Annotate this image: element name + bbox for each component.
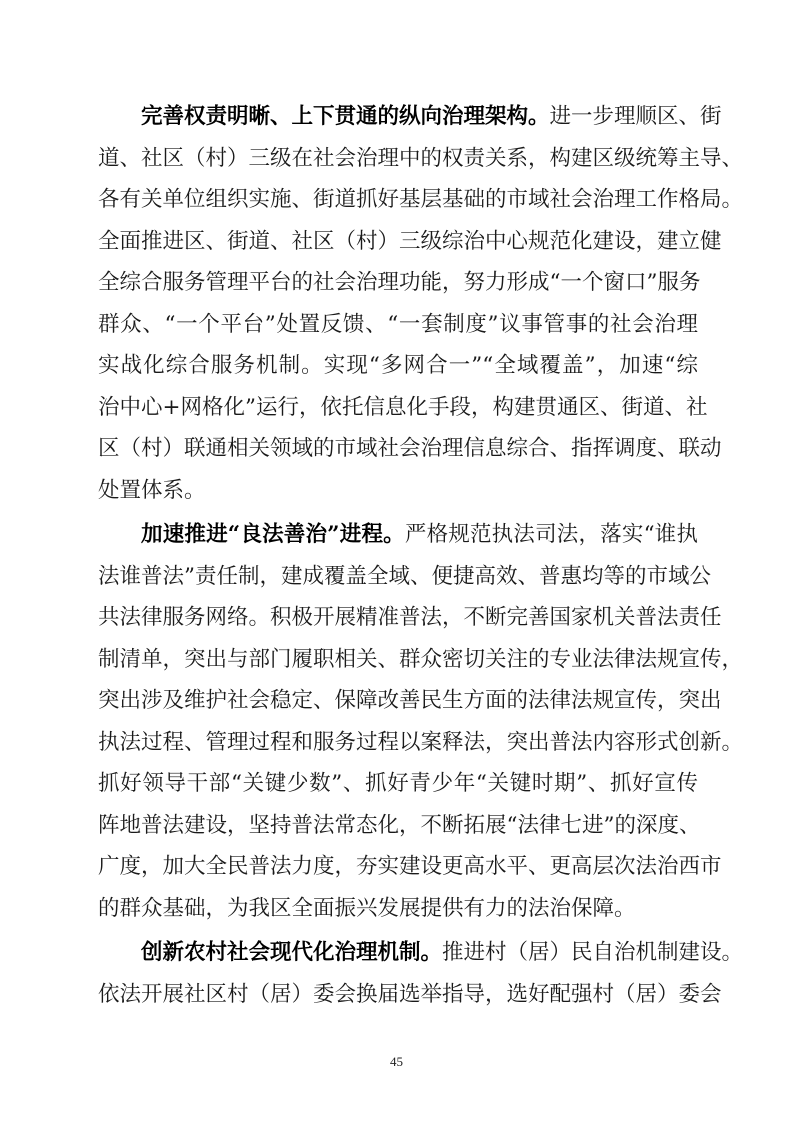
paragraph-line: 共法律服务网络。积极开展精准普法，不断完善国家机关普法责任	[98, 605, 722, 630]
paragraph-rural-governance	[98, 932, 744, 1015]
paragraph-line: 阵地普法建设，坚持普法常态化，不断拓展“法律七进”的深度、	[98, 812, 701, 838]
paragraph-line: 群众、“一个平台”处置反馈、“一套制度”议事管事的社会治理	[98, 311, 698, 337]
paragraph-line: 实战化综合服务机制。实现“多网合一”“全域覆盖”，加速“综	[98, 353, 698, 378]
paragraph-heading: 加速推进“良法善治”进程。	[141, 522, 405, 547]
paragraph-line: 全面推进区、街道、社区（村）三级综治中心规范化建设，建立健	[98, 228, 722, 254]
paragraph-heading: 完善权责明晰、上下贯通的纵向治理架构。	[141, 104, 550, 129]
paragraph-first-line	[98, 96, 722, 138]
paragraph-rule-of-law	[98, 514, 744, 929]
paragraph-line: 突出涉及维护社会稳定、保障改善民生方面的法律法规宣传，突出	[98, 688, 722, 713]
paragraph-line: 的群众基础，为我区全面振兴发展提供有力的法治保障。	[98, 895, 636, 921]
paragraph-vertical-governance	[98, 96, 744, 511]
paragraph-line: 处置体系。	[98, 477, 206, 503]
paragraph-heading: 创新农村社会现代化治理机制。	[141, 940, 443, 965]
paragraph-text: 进一步理顺区、街	[549, 104, 722, 129]
paragraph-line: 广度，加大全民普法力度，夯实建设更高水平、更高层次法治西市	[98, 854, 722, 879]
paragraph-line: 各有关单位组织实施、街道抓好基层基础的市域社会治理工作格局。	[98, 187, 744, 212]
paragraph-first-line	[98, 932, 744, 974]
paragraph-line: 区（村）联通相关领域的市域社会治理信息综合、指挥调度、联动	[98, 436, 722, 461]
paragraph-line: 依法开展社区村（居）委会换届选举指导，选好配强村（居）委会	[98, 981, 722, 1007]
body-text	[98, 96, 744, 1015]
paragraph-line: 执法过程、管理过程和服务过程以案释法，突出普法内容形式创新。	[98, 729, 744, 755]
paragraph-line: 治中心+网格化”运行，依托信息化手段，构建贯通区、街道、社	[98, 394, 708, 420]
page-number: 45	[390, 1054, 403, 1069]
paragraph-first-line	[98, 514, 698, 556]
paragraph-text: 严格规范执法司法，落实“谁执	[404, 522, 698, 547]
paragraph-line: 制清单，突出与部门履职相关、群众密切关注的专业法律法规宣传，	[98, 646, 744, 672]
paragraph-line: 抓好领导干部“关键少数”、抓好青少年“关键时期”、抓好宣传	[98, 771, 698, 796]
paragraph-text: 推进村（居）民自治机制建设。	[442, 940, 744, 965]
paragraph-line: 道、社区（村）三级在社会治理中的权责关系，构建区级统筹主导、	[98, 145, 744, 171]
paragraph-line: 法谁普法”责任制，建成覆盖全域、便捷高效、普惠均等的市域公	[98, 563, 711, 589]
paragraph-line: 全综合服务管理平台的社会治理功能，努力形成“一个窗口”服务	[98, 270, 701, 295]
